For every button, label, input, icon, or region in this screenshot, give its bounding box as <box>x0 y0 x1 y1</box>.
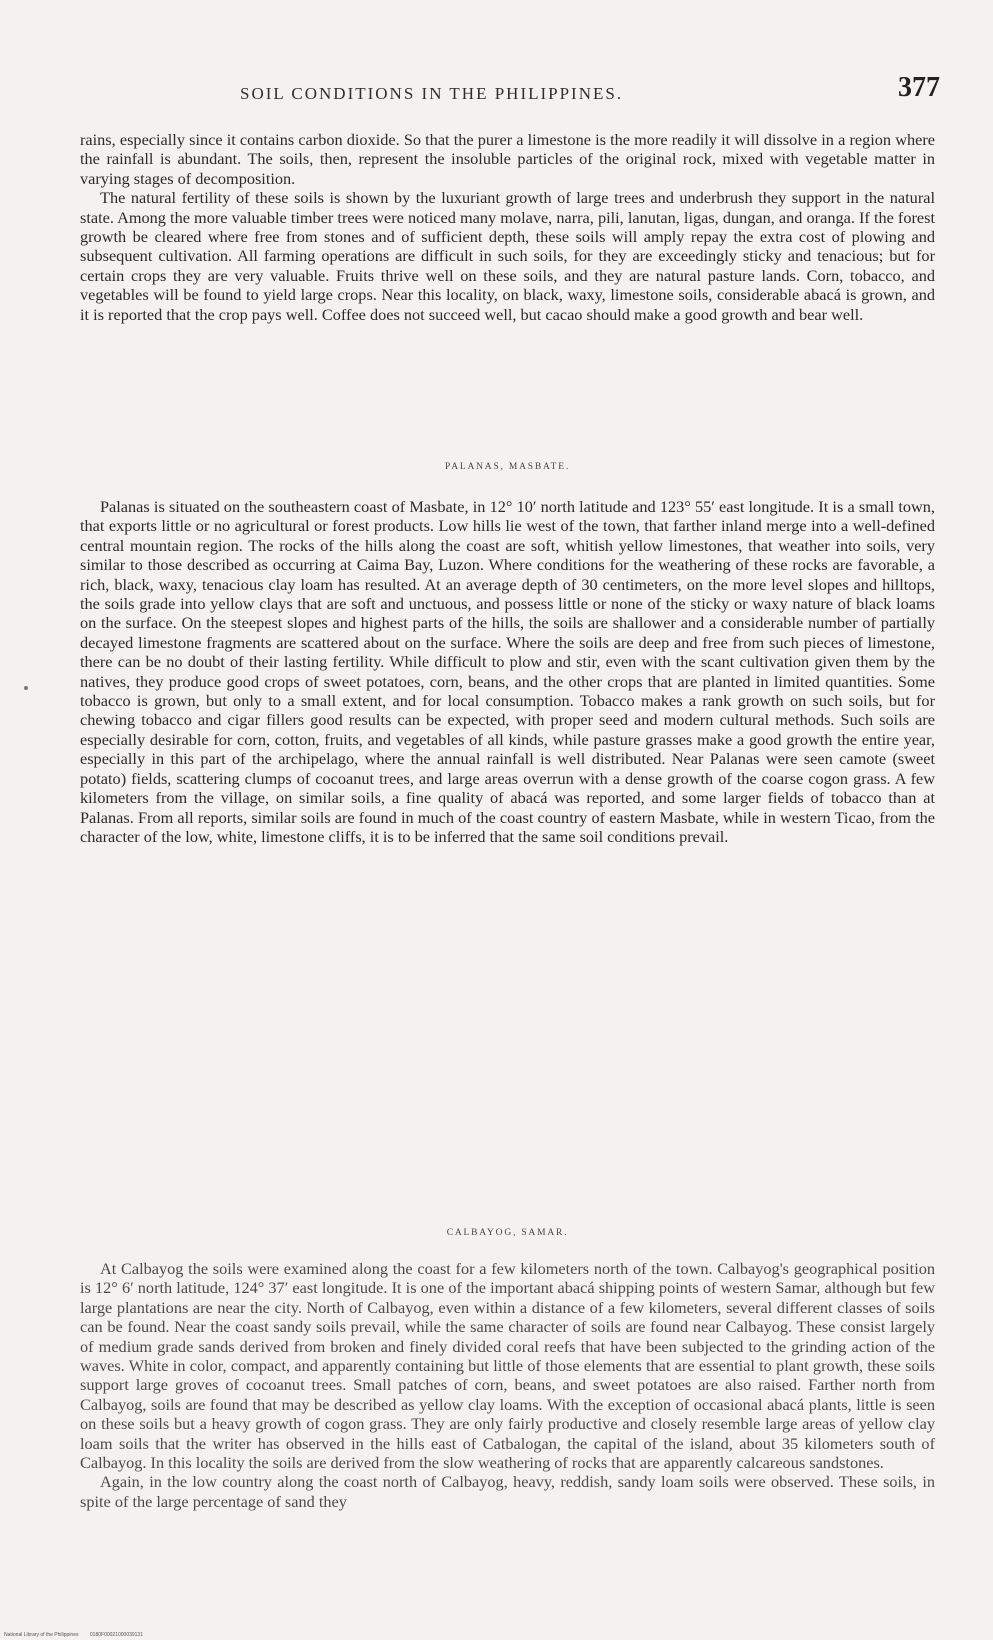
scan-footer <box>4 1632 153 1638</box>
running-head <box>60 72 940 112</box>
margin-speck <box>24 686 28 690</box>
calbayog-paragraph-1: At Calbayog the soils were examined along the coast for a few kilometers north of the town. Calbayog's geographical position is 12° 6′ north latitude, 124° 37′ east longitude. It is one of the important abacá shipping points of western Samar, although but few large plantations are near the city. North of Calbayog, even within a distance of a few kilometers, several different classes of soils can be found. Near the coast sandy soils prevail, while the same character of soils are found near Calbayog. These consist largely of medium grade sands derived from broken and finely divided coral reefs that have been subjected to the grinding action of the waves. White in color, compact, and apparently containing but little of those elements that are essential to plant growth, these soils support large groves of cocoanut trees. Small patches of corn, beans, and sweet potatoes are also raised. Farther north from Calbayog, soils are found that may be described as yellow clay loams. With the exception of occasional abacá plants, little is seen on these soils but a heavy growth of cogon grass. They are only fairly productive and closely resemble large areas of yellow clay loam soils that the writer has observed in the hills east of Catbalogan, the capital of the island, about 35 kilometers south of Calbayog. In this locality the soils are derived from the slow weathering of rocks that are apparently calcareous sandstones. <box>80 1259 935 1473</box>
intro-paragraph-1: rains, especially since it contains carbon dioxide. So that the purer a limestone is the more readily it will dissolve in a region where the rainfall is abundant. The soils, then, represent the insoluble particles of the original rock, mixed with vegetable matter in varying stages of decomposition. <box>80 130 935 188</box>
section-heading-calbayog: CALBAYOG, SAMAR. <box>446 1228 569 1238</box>
running-title: SOIL CONDITIONS IN THE PHILIPPINES. <box>240 84 624 103</box>
section-heading-palanas: PALANAS, MASBATE. <box>444 462 570 472</box>
footer-library: National Library of the Philippines <box>4 1632 79 1638</box>
intro-paragraph-2: The natural fertility of these soils is shown by the luxuriant growth of large trees and underbrush they support in the natural state. Among the more valuable timber trees were noticed many molave, narra, pili, lanutan, ligas, dungan, and oranga. If the forest growth be cleared where free from stones and of sufficient depth, these soils will amply repay the extra cost of plowing and subsequent cultivation. All farming operations are difficult in such soils, for they are exceedingly sticky and tenacious; but for certain crops they are very valuable. Fruits thrive well on these soils, and they are natural pasture lands. Corn, tobacco, and vegetables will be found to yield large crops. Near this locality, on black, waxy, limestone soils, considerable abacá is grown, and it is reported that the crop pays well. Coffee does not succeed well, but cacao should make a good growth and bear well. <box>80 188 935 324</box>
calbayog-paragraph-2: Again, in the low country along the coast north of Calbayog, heavy, reddish, sandy loam soils were observed. These soils, in spite of the large percentage of sand they <box>80 1472 935 1511</box>
palanas-section <box>80 497 935 846</box>
intro-section <box>80 130 935 324</box>
page-number: 377 <box>898 72 940 103</box>
footer-identifier: 0180F00021000039131 <box>89 1632 143 1638</box>
palanas-paragraph-1: Palanas is situated on the southeastern coast of Masbate, in 12° 10′ north latitude and 123° 55′ east longitude. It is a small town, that exports little or no agricultural or forest products. Low hills lie west of the town, that farther inland merge into a well-defined central mountain region. The rocks of the hills along the coast are soft, whitish yellow limestones, that weather into soils, very similar to those described as occurring at Caima Bay, Luzon. Where conditions for the weathering of these rocks are favorable, a rich, black, waxy, tenacious clay loam has resulted. At an average depth of 30 centimeters, on the more level slopes and hilltops, the soils grade into yellow clays that are soft and unctuous, and possess little or none of the sticky or waxy nature of black loams on the surface. On the steepest slopes and highest parts of the hills, the soils are shallower and a considerable number of partially decayed limestone fragments are scattered about on the surface. Where the soils are deep and free from such pieces of limestone, there can be no doubt of their lasting fertility. While difficult to plow and stir, even with the scant cultivation given them by the natives, they produce good crops of sweet potatoes, corn, beans, and the other crops that are planted in limited quantities. Some tobacco is grown, but only to a small extent, and for local consumption. Tobacco makes a rank growth on such soils, but for chewing tobacco and cigar fillers good results can be expected, with proper seed and modern cultural methods. Such soils are especially desirable for corn, cotton, fruits, and vegetables of all kinds, while pasture grasses make a good growth the entire year, especially in this part of the archipelago, where the annual rainfall is well distributed. Near Palanas were seen camote (sweet potato) fields, scattering clumps of cocoanut trees, and large areas overrun with a dense growth of the coarse cogon grass. A few kilometers from the village, on similar soils, a fine quality of abacá was reported, and some larger fields of tobacco than at Palanas. From all reports, similar soils are found in much of the coast country of eastern Masbate, while in western Ticao, from the character of the low, white, limestone cliffs, it is to be inferred that the same soil conditions prevail. <box>80 497 935 846</box>
calbayog-section <box>80 1259 935 1511</box>
